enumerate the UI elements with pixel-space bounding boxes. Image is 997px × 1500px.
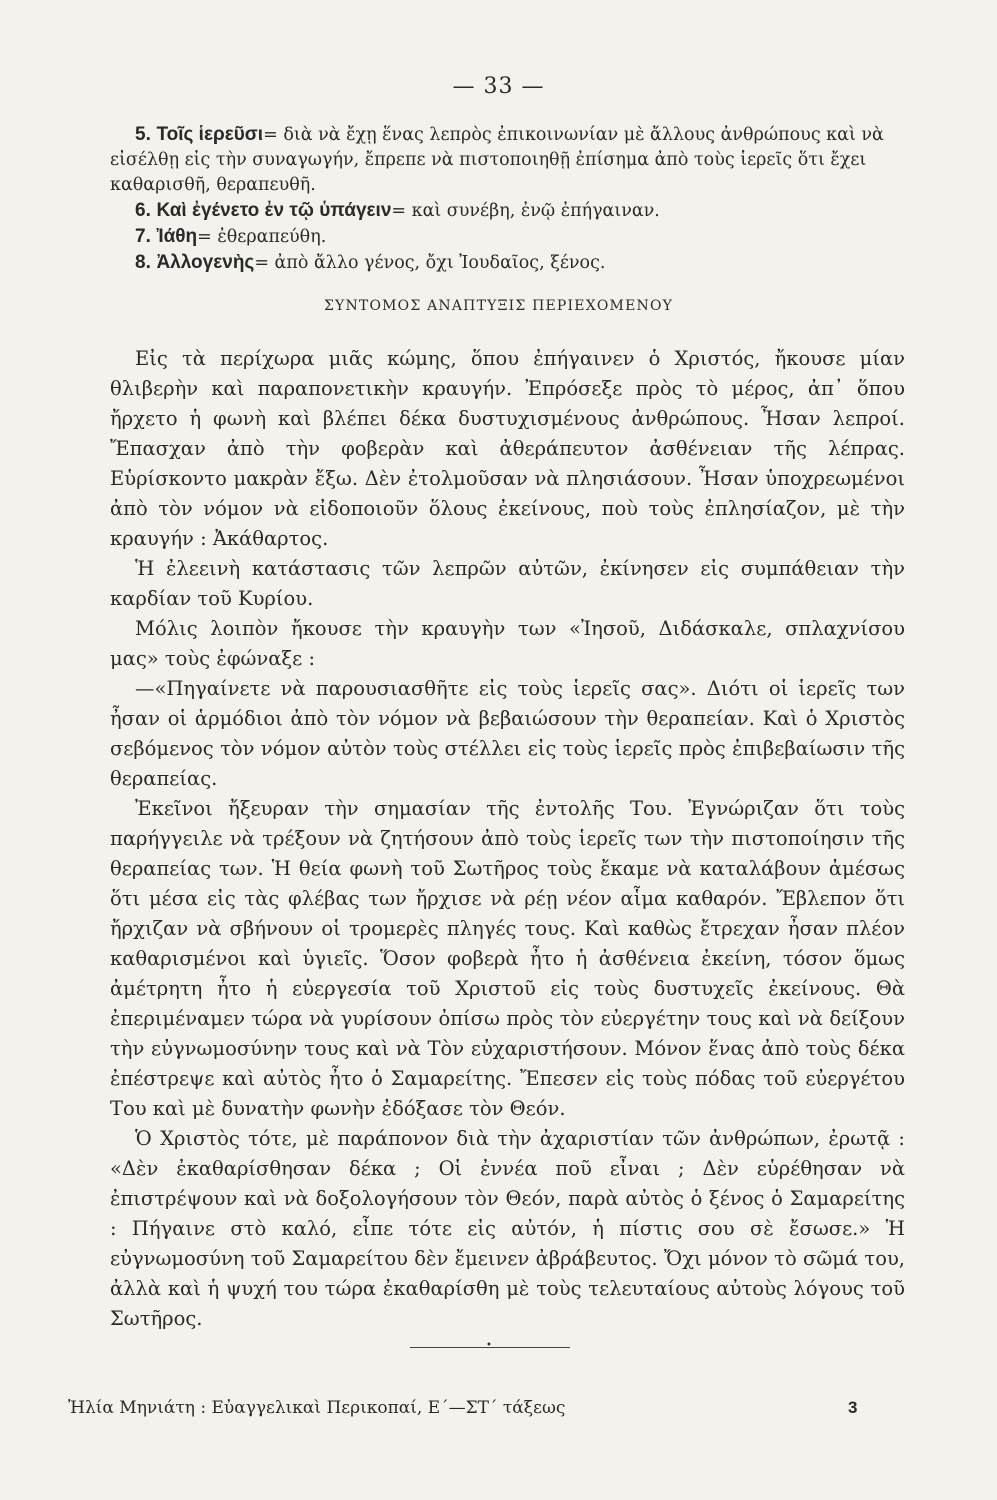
note-5 bbox=[110, 122, 905, 198]
note-7 bbox=[110, 224, 905, 250]
note-text: = ἐθεραπεύθη. bbox=[197, 227, 327, 247]
note-text: = ἀπὸ ἄλλο γένος, ὄχι Ἰουδαῖος, ξένος. bbox=[254, 253, 606, 273]
footer-citation: Ἠλία Μηνιάτη : Εὐαγγελικαὶ Περικοπαί, Ε΄—ΣΤ΄ τάξεως bbox=[68, 1398, 566, 1418]
note-term: Καὶ ἐγένετο ἐν τῷ ὑπάγειν bbox=[156, 200, 392, 221]
paragraph: Ἡ ἐλεεινὴ κατάστασις τῶν λεπρῶν αὐτῶν, ἐκίνησεν εἰς συμπάθειαν τὴν καρδίαν τοῦ Κυρίου. bbox=[110, 557, 905, 610]
signature-mark: 3 bbox=[848, 1398, 858, 1417]
paragraph: Ὁ Χριστὸς τότε, μὲ παράπονον διὰ τὴν ἀχαριστίαν τῶν ἀνθρώπων, ἐρωτᾷ : «Δὲν ἐκαθαρίσθησαν δέκα ; Οἱ ἐννέα ποῦ εἶναι ; Δὲν εὑρέθησαν νὰ ἐπιστρέψουν καὶ νὰ δοξολογήσουν τὸν Θεόν, παρὰ αὐτὸς ὁ ξένος ὁ Σαμαρείτης : Πήγαινε στὸ καλό, εἶπε τότε εἰς αὐτόν, ἡ πίστις σου σὲ ἔσωσε.» Ἡ εὐγνωμοσύνη τοῦ Σαμαρείτου δὲν ἔμεινεν ἀβράβευτος. Ὄχι μόνον τὸ σῶμά του, ἀλλὰ καὶ ἡ ψυχή του τώρα ἐκαθαρίσθη μὲ τοὺς τελευταίους αὐτοὺς λόγους τοῦ Σωτῆρος. bbox=[110, 1127, 905, 1330]
note-text: = διὰ νὰ ἔχῃ ἕνας λεπρὸς ἐπικοινωνίαν μὲ ἄλλους ἀνθρώπους καὶ νὰ εἰσέλθῃ εἰς τὴν συναγωγήν, ἔπρεπε νὰ πιστοποιηθῇ ἐπίσημα ἀπὸ τοὺς ἱερεῖς ὅτι ἔχει καθαρισθῆ, θεραπευθῆ. bbox=[110, 125, 884, 195]
note-number: 6. bbox=[135, 200, 151, 221]
note-term: Ἰάθη bbox=[156, 226, 198, 247]
note-term: Τοῖς ἱερεῦσι bbox=[156, 124, 264, 145]
note-text: = καὶ συνέβη, ἐνῷ ἐπήγαιναν. bbox=[391, 201, 660, 221]
note-number: 5. bbox=[135, 124, 151, 145]
note-number: 7. bbox=[135, 226, 151, 247]
separator-dot-icon: • bbox=[486, 1340, 492, 1351]
note-6 bbox=[110, 198, 905, 224]
body-text bbox=[110, 344, 905, 1334]
section-title: ΣΥΝΤΟΜΟΣ ΑΝΑΠΤΥΞΙΣ ΠΕΡΙΕΧΟΜΕΝΟΥ bbox=[323, 298, 674, 314]
paragraph: —«Πηγαίνετε νὰ παρουσιασθῆτε εἰς τοὺς ἱερεῖς σας». Διότι οἱ ἱερεῖς των ἦσαν οἱ ἁρμόδιοι ἀπὸ τὸν νόμον νὰ βεβαιώσουν τὴν θεραπείαν. Καὶ ὁ Χριστὸς σεβόμενος τὸν νόμον αὐτὸν τοὺς στέλλει εἰς τοὺς ἱερεῖς πρὸς ἐπιβεβαίωσιν τῆς θεραπείας. bbox=[110, 677, 905, 790]
glossary-notes bbox=[110, 122, 905, 276]
note-term: Ἀλλογενὴς bbox=[156, 252, 255, 273]
paragraph: Εἰς τὰ περίχωρα μιᾶς κώμης, ὅπου ἐπήγαινεν ὁ Χριστός, ἤκουσε μίαν θλιβερὴν καὶ παραπονετικὴν κραυγήν. Ἐπρόσεξε πρὸς τὸ μέρος, ἀπ᾽ ὅπου ἤρχετο ἡ φωνὴ καὶ βλέπει δέκα δυστυχισμένους ἀνθρώπους. Ἦσαν λεπροί. Ἔπασχαν ἀπὸ τὴν φοβερὰν καὶ ἀθεράπευτον ἀσθένειαν τῆς λέπρας. Εὑρίσκοντο μακρὰν ἔξω. Δὲν ἐτολμοῦσαν νὰ πλησιάσουν. Ἦσαν ὑποχρεωμένοι ἀπὸ τὸν νόμον νὰ εἰδοποιοῦν ὅλους ἐκείνους, ποὺ τοὺς ἐπλησίαζον, μὲ τὴν κραυγήν : Ἀκάθαρτος. bbox=[110, 347, 905, 550]
paragraph: Ἐκεῖνοι ἤξευραν τὴν σημασίαν τῆς ἐντολῆς Του. Ἐγνώριζαν ὅτι τοὺς παρήγγειλε νὰ τρέξουν νὰ ζητήσουν ἀπὸ τοὺς ἱερεῖς των τὴν πιστοποίησιν τῆς θεραπείας των. Ἡ θεία φωνὴ τοῦ Σωτῆρος τοὺς ἔκαμε νὰ καταλάβουν ἀμέσως ὅτι μέσα εἰς τὰς φλέβας των ἤρχισε νὰ ρέῃ νέον αἷμα καθαρόν. Ἔβλεπον ὅτι ἤρχιζαν νὰ σβήνουν οἱ τρομερὲς πληγές τους. Καὶ καθὼς ἔτρεχαν ἦσαν πλέον καθαρισμένοι καὶ ὑγιεῖς. Ὅσον φοβερὰ ἦτο ἡ ἀσθένεια ἐκείνη, τόσον ὅμως ἀμέτρητη ἦτο ἡ εὐεργεσία τοῦ Χριστοῦ εἰς τοὺς δυστυχεῖς ἐκείνους. Θὰ ἐπεριμέναμεν τώρα νὰ γυρίσουν ὀπίσω πρὸς τὸν εὐεργέτην τους καὶ νὰ δείξουν τὴν εὐγνωμοσύνην τους καὶ νὰ Τὸν εὐχαριστήσουν. Μόνον ἕνας ἀπὸ τοὺς δέκα ἐπέστρεψε καὶ αὐτὸς ἦτο ὁ Σαμαρείτης. Ἔπεσεν εἰς τοὺς πόδας τοῦ εὐεργέτου Του καὶ μὲ δυνατὴν φωνὴν ἐδόξασε τὸν Θεόν. bbox=[110, 797, 905, 1120]
paragraph: Μόλις λοιπὸν ἤκουσε τὴν κραυγὴν των «Ἰησοῦ, Διδάσκαλε, σπλαχνίσου μας» τοὺς ἐφώναξε : bbox=[110, 617, 905, 670]
note-8 bbox=[110, 250, 905, 276]
page-number: — 33 — bbox=[452, 74, 545, 99]
note-number: 8. bbox=[135, 252, 151, 273]
